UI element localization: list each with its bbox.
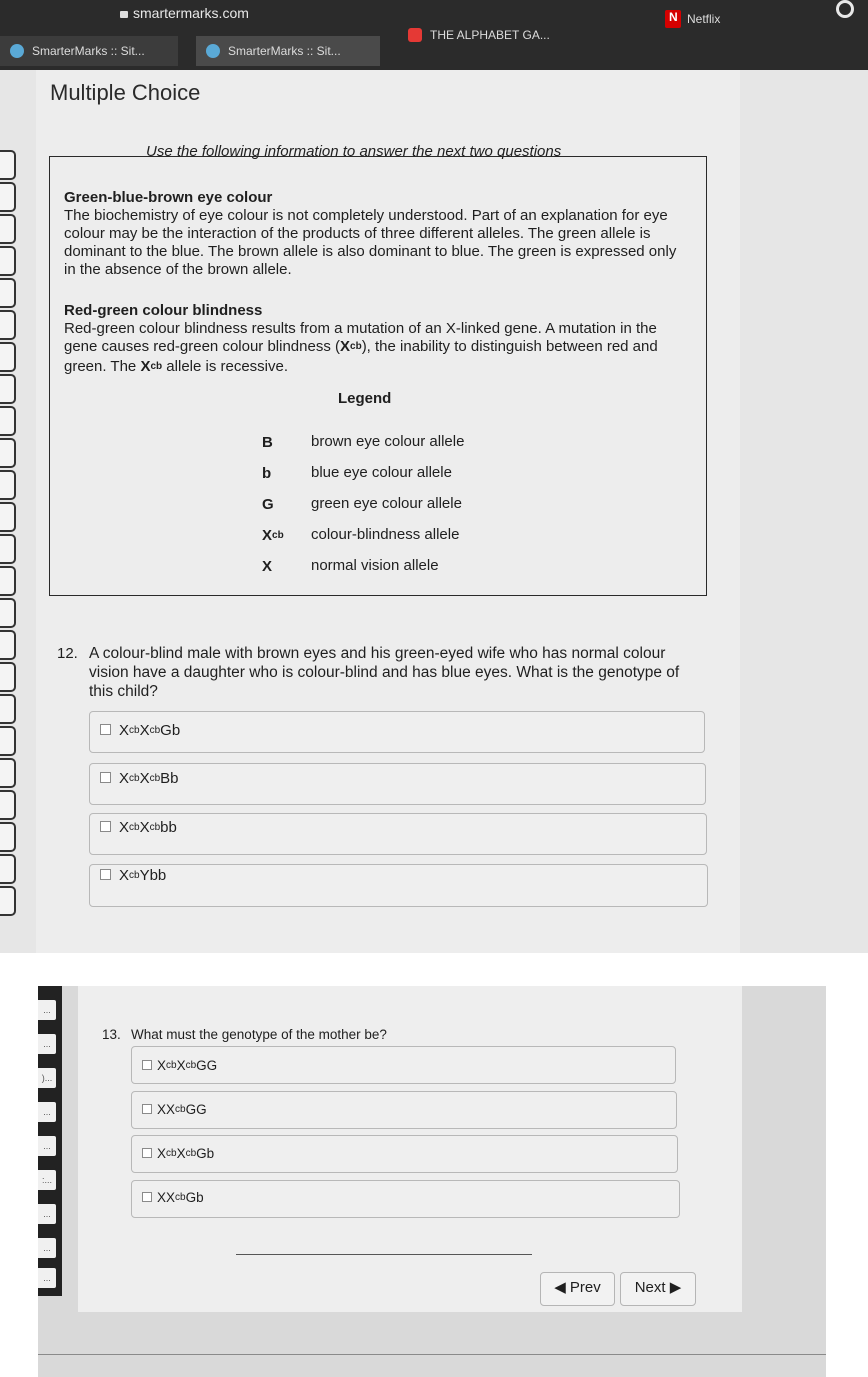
google-icon[interactable]	[836, 0, 854, 18]
prev-button[interactable]: ◀ Prev	[540, 1272, 615, 1306]
legend-symbol: B	[262, 434, 273, 451]
sidebar-question-button[interactable]	[0, 854, 16, 884]
question-number: 12.	[57, 645, 78, 662]
option-label: $X^{cb}X^{cb}GG$	[157, 1058, 218, 1073]
legend-description: brown eye colour allele	[311, 433, 465, 450]
answer-option[interactable]	[131, 1135, 678, 1173]
question-number: 13.	[102, 1027, 121, 1042]
sidebar-question-button[interactable]	[0, 630, 16, 660]
sidebar-question-button[interactable]	[0, 310, 16, 340]
question-sidebar	[38, 986, 62, 1296]
answer-option[interactable]	[131, 1091, 677, 1129]
page-title: Multiple Choice	[50, 80, 201, 105]
answer-option[interactable]	[89, 813, 707, 855]
checkbox[interactable]	[100, 772, 111, 783]
option-label: $X^{cb}X^{cb}bb$	[119, 819, 177, 836]
sidebar-question-button[interactable]: )...	[38, 1066, 58, 1090]
sidebar-question-button[interactable]: ...	[38, 1266, 58, 1290]
sidebar-question-button[interactable]	[0, 790, 16, 820]
sidebar-question-button[interactable]: ...	[38, 1236, 58, 1260]
colour-blindness-info: Red-green colour blindness Red-green colour blindness results from a mutation of an X-linked gene. A mutation in the gene causes red-green colour blindness $(X^{cb})$, the inability to distinguish between red and green. The $X^{cb}$ allele is recessive.	[64, 302, 684, 378]
answer-option[interactable]	[89, 864, 708, 907]
sidebar-question-button[interactable]	[0, 758, 16, 788]
legend-description: colour-blindness allele	[311, 526, 460, 543]
next-button[interactable]: Next ▶	[620, 1272, 696, 1306]
sidebar-question-button[interactable]: ...	[38, 1134, 58, 1158]
tab-alphabet-game[interactable]: THE ALPHABET GA...	[398, 20, 586, 50]
sidebar-question-button[interactable]	[0, 246, 16, 276]
divider-line	[38, 1354, 826, 1355]
colour-blindness-title: Red-green colour blindness	[64, 302, 263, 319]
sidebar-question-button[interactable]	[0, 342, 16, 372]
sidebar-question-button[interactable]	[0, 662, 16, 692]
tab-smartermarks-1[interactable]: SmarterMarks :: Sit...	[0, 36, 178, 66]
sidebar-question-button[interactable]: ...	[38, 998, 58, 1022]
question-text: What must the genotype of the mother be?	[131, 1027, 387, 1042]
smartermarks-icon	[10, 44, 24, 58]
sidebar-question-button[interactable]	[0, 182, 16, 212]
sidebar-question-button[interactable]	[0, 214, 16, 244]
option-label: $X^{cb}X^{cb}Gb$	[157, 1146, 215, 1161]
answer-option[interactable]	[131, 1180, 680, 1218]
answer-option[interactable]	[89, 763, 706, 805]
checkbox[interactable]	[142, 1060, 152, 1070]
eye-colour-info	[64, 189, 684, 279]
option-label: $X^{cb}X^{cb}Gb$	[119, 722, 181, 739]
option-label: $XX^{cb}GG$	[157, 1102, 207, 1117]
tab-smartermarks-2[interactable]: SmarterMarks :: Sit...	[196, 36, 380, 66]
eye-colour-text: The biochemistry of eye colour is not completely understood. Part of an explanation for eye colour may be the interaction of the products of three different alleles. The green allele is dominant to the blue. The brown allele is also dominant to blue. The green is expressed only in the absence of the brown allele.	[64, 207, 677, 278]
legend-title: Legend	[338, 390, 392, 407]
legend-description: normal vision allele	[311, 557, 439, 574]
address-bar[interactable]	[120, 5, 249, 21]
answer-option[interactable]	[131, 1046, 676, 1084]
smartermarks-icon	[206, 44, 220, 58]
answer-option[interactable]	[89, 711, 705, 753]
sidebar-question-button[interactable]	[0, 726, 16, 756]
checkbox[interactable]	[100, 869, 111, 880]
sidebar-question-button[interactable]	[0, 470, 16, 500]
lock-icon	[120, 11, 128, 18]
sidebar-question-button[interactable]	[0, 278, 16, 308]
divider-line	[236, 1254, 532, 1255]
sidebar-question-button[interactable]	[0, 406, 16, 436]
sidebar-question-button[interactable]	[0, 566, 16, 596]
sidebar-question-button[interactable]: ...	[38, 1032, 58, 1056]
url-text: smartermarks.com	[133, 5, 249, 21]
legend-symbol: b	[262, 465, 272, 482]
legend-symbol: X	[262, 558, 273, 575]
screenshot-bottom	[38, 986, 826, 1377]
sidebar-question-button[interactable]	[0, 534, 16, 564]
checkbox[interactable]	[142, 1192, 152, 1202]
legend-symbol: $X^{cb}$	[262, 527, 284, 544]
question-sidebar	[0, 140, 16, 940]
sidebar-question-button[interactable]	[0, 822, 16, 852]
sidebar-question-button[interactable]	[0, 598, 16, 628]
tab-netflix[interactable]: N Netflix	[655, 4, 755, 34]
checkbox[interactable]	[100, 724, 111, 735]
legend-symbol: G	[262, 496, 274, 513]
eye-colour-title: Green-blue-brown eye colour	[64, 189, 273, 206]
option-label: $XX^{cb}Gb$	[157, 1190, 204, 1205]
legend-description: blue eye colour allele	[311, 464, 452, 481]
checkbox[interactable]	[100, 821, 111, 832]
intro-text: Use the following information to answer the next two questions	[146, 143, 562, 160]
sidebar-question-button[interactable]	[0, 886, 16, 916]
legend-description: green eye colour allele	[311, 495, 462, 512]
question-text: A colour-blind male with brown eyes and his green-eyed wife who has normal colour vision have a daughter who is colour-blind and has blue eyes. What is the genotype of this child?	[89, 645, 680, 700]
option-label: $X^{cb}Ybb$	[119, 867, 167, 884]
checkbox[interactable]	[142, 1148, 152, 1158]
browser-chrome	[0, 0, 868, 70]
option-label: $X^{cb}X^{cb}Bb$	[119, 770, 179, 787]
sidebar-question-button[interactable]	[0, 438, 16, 468]
sidebar-question-button[interactable]	[0, 502, 16, 532]
sidebar-question-button[interactable]	[0, 374, 16, 404]
checkbox[interactable]	[142, 1104, 152, 1114]
netflix-icon: N	[665, 10, 681, 28]
youtube-icon	[408, 28, 422, 42]
sidebar-question-button[interactable]	[0, 150, 16, 180]
sidebar-question-button[interactable]: :...	[38, 1168, 58, 1192]
sidebar-question-button[interactable]: ...	[38, 1100, 58, 1124]
sidebar-question-button[interactable]: ...	[38, 1202, 58, 1226]
sidebar-question-button[interactable]	[0, 694, 16, 724]
